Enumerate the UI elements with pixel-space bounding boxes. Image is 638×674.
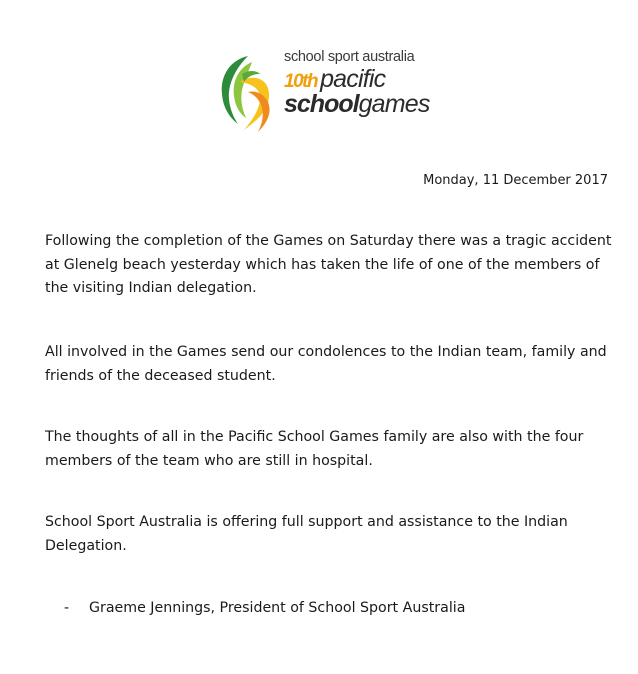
logo-word-games: games — [358, 90, 430, 118]
paragraph-accident: Following the completion of the Games on Saturday there was a tragic accident at Glenelg beach yesterday which has taken the life of one of the members of the visiting Indian delegation. — [45, 233, 612, 296]
pacific-school-games-logo — [218, 48, 448, 134]
signature-text: Graeme Jennings, President of School Sport Australia — [89, 600, 466, 616]
logo-organization-name: school sport australia — [284, 49, 415, 65]
swirl-emblem-icon — [218, 52, 280, 134]
logo-word-school: school — [284, 90, 359, 118]
paragraph-condolences: All involved in the Games send our condolences to the Indian team, family and friends of the deceased student. — [45, 344, 607, 384]
paragraph-hospital: The thoughts of all in the Pacific School Games family are also with the four members of the team who are still in hospital. — [45, 429, 584, 469]
logo-line-schoolgames — [284, 91, 454, 120]
letter-date: Monday, 11 December 2017 — [423, 173, 608, 188]
paragraph-support: School Sport Australia is offering full support and assistance to the Indian Delegation. — [45, 514, 568, 554]
signature-dash: - — [64, 600, 70, 616]
logo-line-pacific — [284, 67, 454, 91]
signature-line — [64, 597, 465, 621]
logo-wordmark — [284, 48, 454, 120]
logo-word-pacific: pacific — [320, 65, 386, 93]
logo-edition: 10th — [284, 71, 318, 92]
